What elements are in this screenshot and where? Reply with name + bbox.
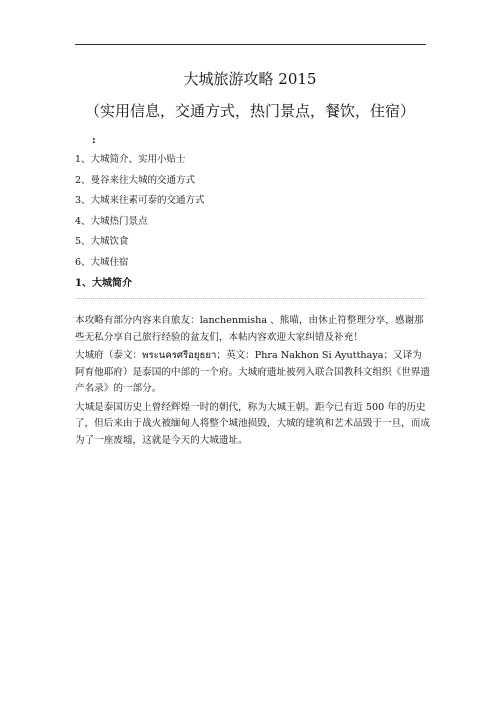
toc-item: 2、曼谷来往大城的交通方式 bbox=[75, 174, 196, 186]
section-divider bbox=[75, 298, 426, 299]
toc-item: 6、大城住宿 bbox=[75, 256, 129, 268]
document-subtitle: （实用信息，交通方式，热门景点，餐饮，住宿） bbox=[84, 102, 415, 120]
toc-item: 4、大城热门景点 bbox=[75, 215, 148, 227]
header-rule bbox=[75, 44, 426, 45]
toc-item: 1、大城简介、实用小贴士 bbox=[75, 154, 186, 165]
toc-item: 5、大城饮食 bbox=[75, 236, 129, 247]
toc-colon: : bbox=[92, 135, 96, 146]
toc-item: 3、大城来往素可泰的交通方式 bbox=[75, 195, 205, 206]
table-of-contents bbox=[75, 153, 205, 276]
section-heading: 1、大城简介 bbox=[75, 278, 132, 289]
paragraph: 大城府（泰文：พระนครศรีอยุธยา；英文：Phra Nakhon Si Ayutthaya；又译为阿育他耶府）是泰国的中部的一个府。大城府遗址被列入联合国教科文组织《世界遗产名录》的一部分。 bbox=[75, 350, 430, 394]
document-title: 大城旅游攻略 2015 bbox=[183, 70, 317, 88]
section-body bbox=[75, 313, 431, 451]
paragraph: 本攻略有部分内容来自旅友：lanchenmisha 、熊喵，由休止符整理分享，感谢那些无私分享自己旅行经验的盆友们，本帖内容欢迎大家纠错及补充！ bbox=[75, 315, 424, 343]
paragraph: 大城是泰国历史上曾经辉煌一时的朝代，称为大城王朝。距今已有近 500 年的历史了，但后来由于战火被缅甸人将整个城池损毁，大城的建筑和艺术品毁于一旦，而成为了一座废墟，这就是今天的大城遗址。 bbox=[75, 401, 430, 446]
